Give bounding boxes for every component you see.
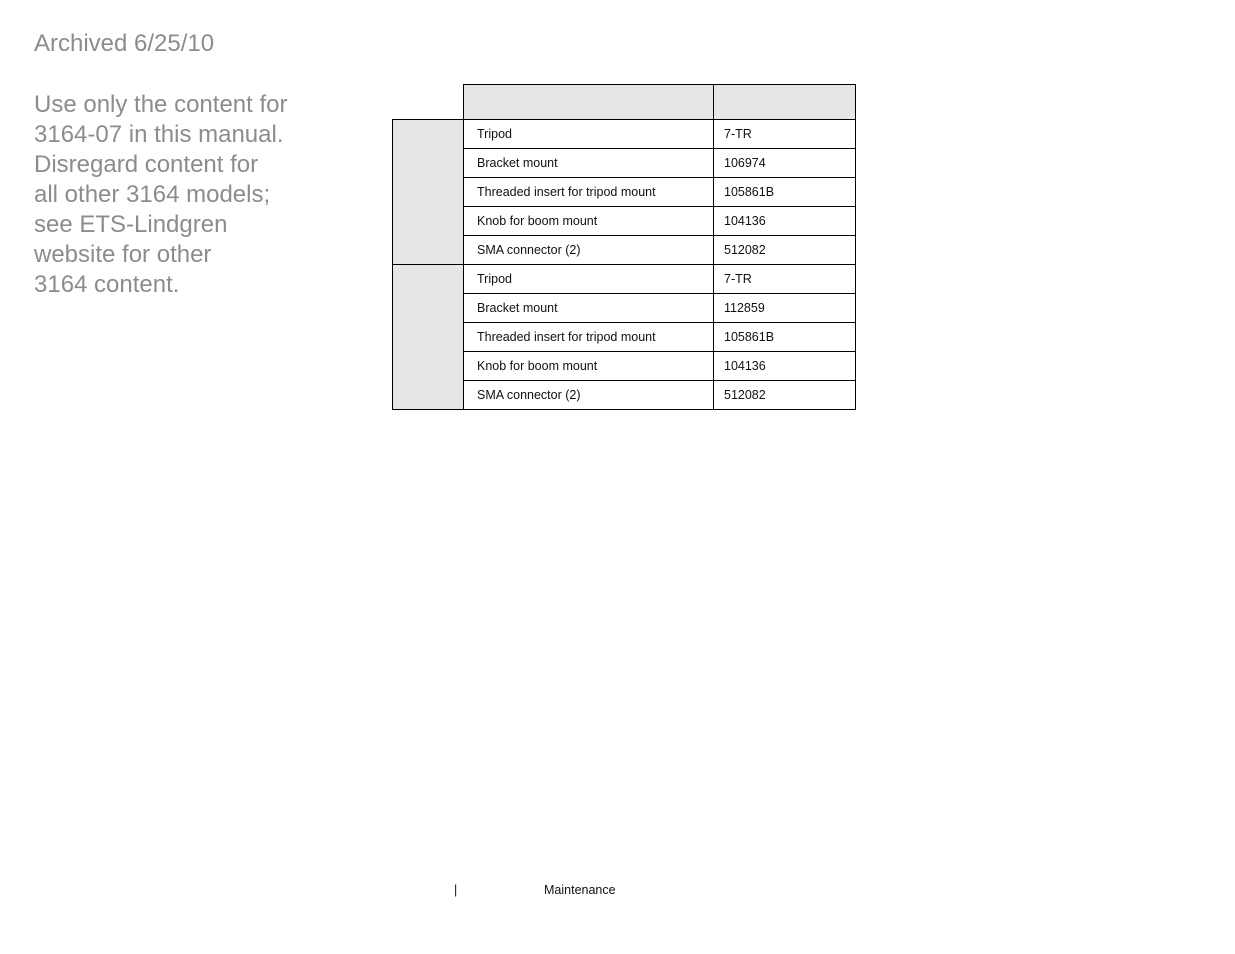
part-description: Threaded insert for tripod mount — [464, 323, 714, 352]
part-number: 106974 — [714, 149, 856, 178]
part-description: Bracket mount — [464, 149, 714, 178]
part-description: Knob for boom mount — [464, 207, 714, 236]
archive-notice — [34, 90, 334, 300]
table-row — [393, 120, 856, 149]
part-description: Threaded insert for tripod mount — [464, 178, 714, 207]
part-number: 7-TR — [714, 265, 856, 294]
footer-section-title: Maintenance — [544, 883, 616, 897]
part-description: SMA connector (2) — [464, 381, 714, 410]
notice-line: website for other — [34, 241, 212, 268]
table-header-row — [393, 85, 856, 120]
archived-date: Archived 6/25/10 — [34, 30, 215, 57]
part-description: Tripod — [464, 265, 714, 294]
description-header-cell — [464, 85, 714, 120]
footer-separator: | — [454, 883, 458, 897]
part-number: 112859 — [714, 294, 856, 323]
part-number: 104136 — [714, 352, 856, 381]
replacement-parts-table — [392, 84, 856, 410]
part-number: 7-TR — [714, 120, 856, 149]
part-number: 104136 — [714, 207, 856, 236]
notice-line: Disregard content for — [34, 151, 259, 178]
part-number: 105861B — [714, 178, 856, 207]
part-description: Knob for boom mount — [464, 352, 714, 381]
part-description: Bracket mount — [464, 294, 714, 323]
group-label-cell — [393, 120, 464, 265]
group-label-cell — [393, 265, 464, 410]
part-description: Tripod — [464, 120, 714, 149]
part-description: SMA connector (2) — [464, 236, 714, 265]
part-number-header-cell — [714, 85, 856, 120]
notice-line: Use only the content for — [34, 91, 288, 118]
part-number: 105861B — [714, 323, 856, 352]
table-row — [393, 265, 856, 294]
notice-line: 3164-07 in this manual. — [34, 121, 284, 148]
part-number: 512082 — [714, 381, 856, 410]
table-corner-cell — [393, 85, 464, 120]
notice-line: all other 3164 models; — [34, 181, 271, 208]
notice-line: 3164 content. — [34, 271, 180, 298]
notice-line: see ETS-Lindgren — [34, 211, 228, 238]
part-number: 512082 — [714, 236, 856, 265]
